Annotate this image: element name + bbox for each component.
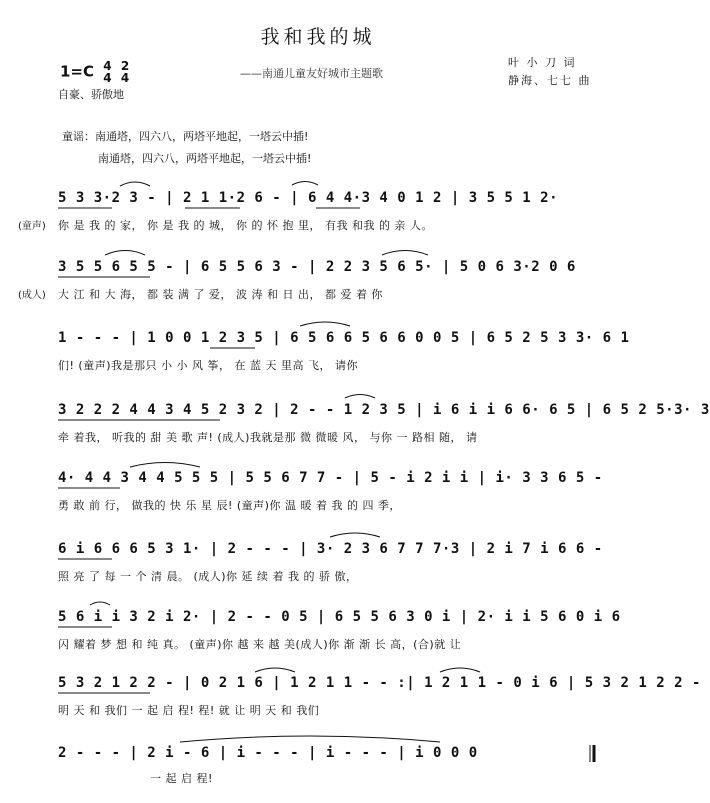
tie-arc	[130, 463, 200, 468]
tie-arc	[255, 668, 295, 672]
song-title: 我和我的城	[260, 26, 376, 48]
system-1-lyrics: 你 是 我 的 家， 你 是 我 的 城， 你 的 怀 抱 里， 有我 和我 的 亲 人。	[58, 219, 433, 232]
system-6-notes: 6 i 6 6 6 5 3 1· | 2 - - - | 3· 2 3 6 7 7 7·3 | 2 i 7 i 6 6 -	[58, 541, 603, 557]
time-sig-1-den: 4	[103, 71, 112, 85]
lyricist: 叶 小 刀 词	[508, 56, 577, 69]
system-8-notes: 5 3 2 1 2 2 - | 0 2 1 6 | 1 2 1 1 - - :| 1 2 1 1 - 0 i 6 | 5 3 2 1 2 2 -	[58, 675, 701, 691]
system-6-lyrics: 照 亮 了 每 一 个 清 晨。 (成人)你 延 续 着 我 的 骄 傲，	[58, 570, 358, 583]
tie-arc	[345, 395, 375, 399]
tie-arc	[292, 182, 318, 186]
system-9-lyrics: 一 起 启 程!	[150, 772, 213, 785]
time-sig-2-den: 4	[120, 71, 130, 85]
nursery-rhyme-label: 童谣：	[62, 130, 95, 143]
system-2-notes: 3 5 5 6 5 5 - | 6 5 5 6 3 - | 2 2 3 5 6 5· | 5 0 6 3·2 0 6	[58, 259, 576, 275]
tie-arc	[120, 182, 150, 186]
system-3-lyrics: 们! (童声)我是那只 小 小 风 筝， 在 蓝 天 里高 飞， 请你	[58, 359, 358, 372]
subtitle: ——南通儿童友好城市主题歌	[240, 67, 383, 80]
nursery-rhyme-line-2: 南通塔，四六八，两塔平地起，一塔云中插!	[98, 152, 312, 165]
system-5-lyrics: 勇 敢 前 行， 做我的 快 乐 星 辰! (童声)你 温 暖 着 我 的 四 季，	[58, 499, 401, 512]
system-7-lyrics: 闪 耀着 梦 想 和 纯 真。 (童声)你 越 来 越 美(成人)你 渐 渐 长 高，(合)就 让	[58, 638, 462, 651]
system-3-notes: 1 - - - | 1 0 0 1 2 3 5 | 6 5 6 6 5 6 6 0 0 5 | 6 5 2 5 3 3· 6 1	[58, 330, 630, 346]
time-sig-2-num: 2	[120, 59, 130, 73]
tie-arc	[440, 668, 480, 672]
tie-arc	[180, 736, 440, 742]
system-5-notes: 4· 4 4 3 4 4 5 5 5 | 5 5 6 7 7 - | 5 - i 2 i i | i· 3 3 6 5 -	[58, 470, 603, 486]
tie-arc	[105, 251, 145, 256]
system-1-notes: 5 3 3·2 3 - | 2 1 1·2 6 - | 6 4 4·3 4 0 1 2 | 3 5 5 1 2·	[58, 190, 559, 206]
system-4-notes: 3 2 2 2 4 4 3 4 5 2 3 2 | 2 - - 1 2 3 5 | i 6 i i 6 6· 6 5 | 6 5 2 5·3· 3	[58, 402, 710, 418]
system-7-notes: 5 6 i i 3 2 i 2· | 2 - - 0 5 | 6 5 5 6 3 0 i | 2· i i 5 6 0 i 6	[58, 609, 621, 625]
time-sig-1-num: 4	[103, 59, 112, 73]
tie-arc	[300, 322, 350, 326]
tie-arc	[330, 533, 380, 537]
performance-mood: 自豪、骄傲地	[58, 88, 124, 101]
system-8-lyrics: 明 天 和 我们 一 起 启 程! 程! 就 让 明 天 和 我们	[58, 704, 320, 717]
system-1-role: (童声)	[18, 221, 46, 232]
key-label: 1=C	[60, 62, 95, 81]
tie-arc	[382, 251, 428, 256]
system-9-notes: 2 - - - | 2 i - 6 | i - - - | i - - - | i 0 0 0	[58, 745, 478, 761]
nursery-rhyme-text-1: 南通塔，四六八，两塔平地起，一塔云中插!	[95, 130, 309, 143]
system-4-lyrics: 牵 着我， 听我的 甜 美 歌 声! (成人)我就是那 微 微暖 风， 与你 一 路相 随， 请	[58, 431, 478, 444]
composer: 静海、七七 曲	[508, 74, 592, 87]
tie-arc	[90, 602, 110, 605]
system-2-role: (成人)	[18, 290, 46, 301]
system-2-lyrics: 大 江 和 大 海， 都 装 满 了 爱， 波 涛 和 日 出， 都 爱 着 你	[58, 288, 383, 301]
